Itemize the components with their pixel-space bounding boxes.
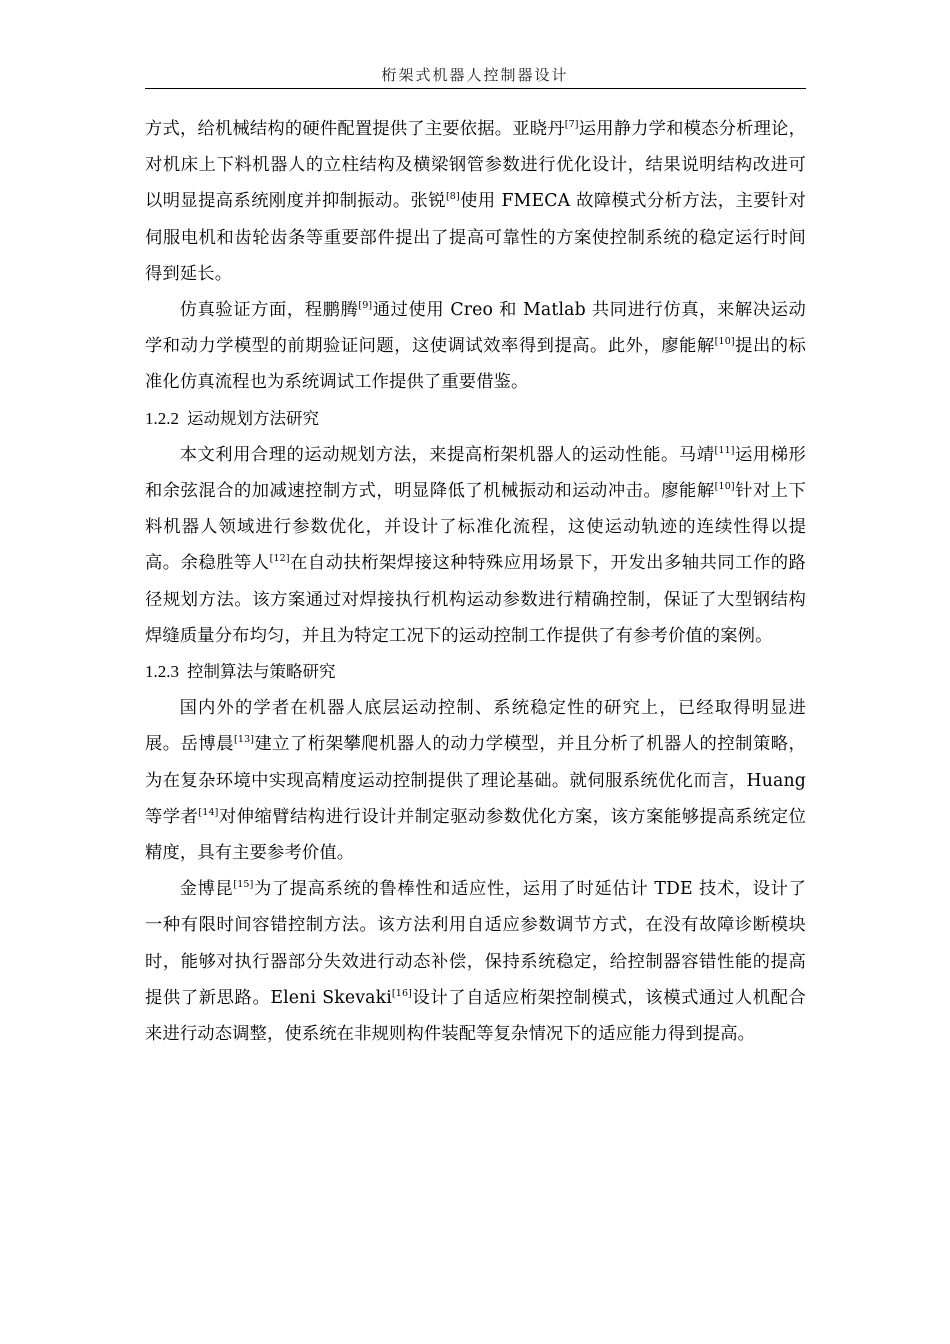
section-heading-1-2-2 bbox=[145, 401, 806, 437]
section-heading-1-2-3 bbox=[145, 654, 806, 690]
text-run: 通过使用 Creo 和 Matlab 共同进行仿真，来解决运动学和动力学模型的前期验证问题，这使调试效率得到提高。此外，廖能解 bbox=[145, 300, 806, 357]
citation-ref: [7] bbox=[564, 119, 579, 130]
text-run: 仿真验证方面，程鹏腾 bbox=[179, 300, 359, 321]
text-run: 运用梯形和余弦混合的加减速控制方式，明显降低了机械振动和运动冲击。廖能解 bbox=[145, 444, 806, 502]
section-number: 1.2.2 bbox=[145, 408, 179, 428]
running-header: 桁架式机器人控制器设计 bbox=[381, 66, 569, 84]
citation-ref: [15] bbox=[233, 879, 254, 891]
text-run: 运用静力学和模态分析理论，对机床上下料机器人的立柱结构及横梁钢管参数进行优化设计，结果说明结构改进可以明显提高系统刚度并抑制振动。张锐 bbox=[145, 119, 807, 212]
header-rule bbox=[145, 88, 806, 89]
text-run: 本文利用合理的运动规划方法，来提高桁架机器人的运动性能。马靖 bbox=[179, 444, 715, 465]
text-run: 使用 FMECA 故障模式分析方法，主要针对伺服电机和齿轮齿条等重要部件提出了提高可靠性的方案使控制系统的稳定运行时间得到延长。 bbox=[145, 191, 806, 284]
citation-ref: [9] bbox=[358, 300, 373, 312]
citation-ref: [8] bbox=[445, 191, 460, 203]
text-run: 设计了自适应桁架控制模式，该模式通过人机配合来进行动态调整，使系统在非规则构件装配等复杂情况下的适应能力得到提高。 bbox=[145, 987, 806, 1045]
citation-ref: [10] bbox=[714, 481, 735, 493]
section-title: 运动规划方法研究 bbox=[187, 408, 319, 428]
body-text bbox=[145, 111, 806, 1052]
text-run: 对伸缩臂结构进行设计并制定驱动参数优化方案，该方案能够提高系统定位精度，具有主要参考价值。 bbox=[145, 806, 807, 864]
citation-ref: [10] bbox=[714, 336, 735, 348]
citation-ref: [11] bbox=[714, 444, 735, 456]
paragraph-structure-optimization bbox=[145, 111, 806, 292]
text-run: 提出的标准化仿真流程也为系统调试工作提供了重要借鉴。 bbox=[145, 336, 806, 393]
paragraph-motion-planning bbox=[145, 437, 806, 654]
text-run: 针对上下料机器人领域进行参数优化，并设计了标准化流程，这使运动轨迹的连续性得以提高。余稳胜等人 bbox=[145, 481, 806, 574]
text-run: 国内外的学者在机器人底层运动控制、系统稳定性的研究上，已经取得明显进展。岳博晨 bbox=[145, 698, 806, 755]
citation-ref: [13] bbox=[234, 734, 255, 746]
text-run: 在自动扶桁架焊接这种特殊应用场景下，开发出多轴共同工作的路径规划方法。该方案通过对焊接执行机构运动参数进行精确控制，保证了大型钢结构焊缝质量分布均匀，并且为特定工况下的运动控制工作提供了有参考价值的案例。 bbox=[145, 553, 806, 646]
paragraph-simulation bbox=[145, 292, 806, 401]
text-run: 金博昆 bbox=[179, 879, 234, 900]
citation-ref: [16] bbox=[391, 987, 413, 999]
citation-ref: [14] bbox=[198, 806, 219, 818]
text-run: 建立了桁架攀爬机器人的动力学模型，并且分析了机器人的控制策略，为在复杂环境中实现高精度运动控制提供了理论基础。就伺服系统优化而言，Huang 等学者 bbox=[145, 734, 806, 827]
paragraph-control-research bbox=[145, 690, 806, 871]
section-number: 1.2.3 bbox=[145, 662, 179, 682]
section-title: 控制算法与策略研究 bbox=[187, 662, 336, 682]
text-run: 为了提高系统的鲁棒性和适应性，运用了时延估计 TDE 技术，设计了一种有限时间容错控制方法。该方法利用自适应参数调节方式，在没有故障诊断模块时，能够对执行器部分失效进行动态补偿，保持系统稳定，给控制器容错性能的提高提供了新思路。Eleni Skevaki bbox=[145, 879, 806, 1008]
paragraph-fault-tolerant-control bbox=[145, 871, 806, 1052]
citation-ref: [12] bbox=[269, 553, 290, 565]
text-run: 方式，给机械结构的硬件配置提供了主要依据。亚晓丹 bbox=[145, 119, 565, 139]
